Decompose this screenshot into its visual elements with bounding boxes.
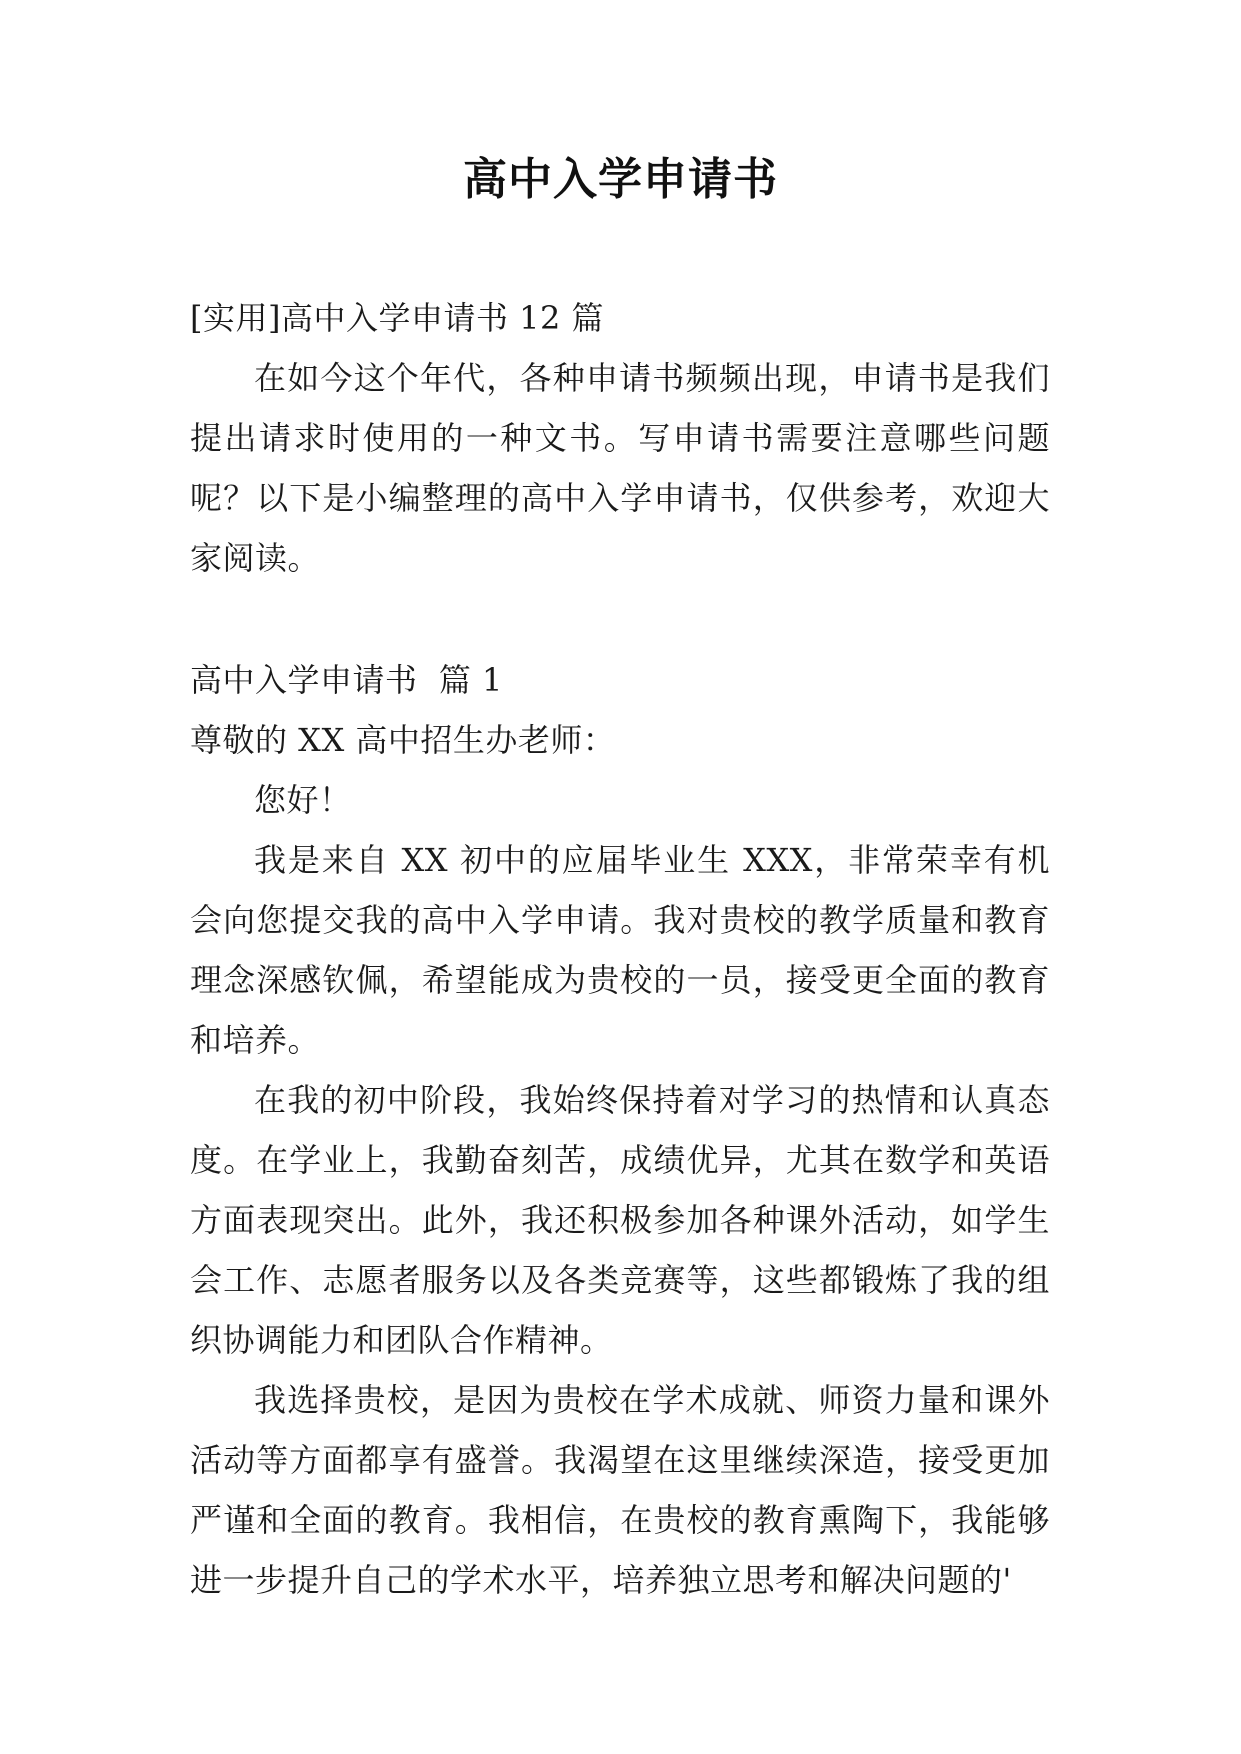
body-paragraph: 我是来自 XX 初中的应届毕业生 XXX，非常荣幸有机会向您提交我的高中入学申请。我对贵校的教学质量和教育理念深感钦佩，希望能成为贵校的一员，接受更全面的教育和培养。: [190, 841, 1050, 1059]
document-body: [190, 288, 1050, 1610]
greeting: 您好！: [254, 781, 352, 819]
section-spacer: [190, 588, 1050, 650]
intro-paragraph: 在如今这个年代，各种申请书频频出现，申请书是我们提出请求时使用的一种文书。写申请书需要注意哪些问题呢？以下是小编整理的高中入学申请书，仅供参考，欢迎大家阅读。: [190, 359, 1050, 577]
salutation: 尊敬的 XX 高中招生办老师：: [190, 721, 616, 759]
section-heading: 高中入学申请书 篇 1: [190, 661, 503, 699]
body-paragraph: 在我的初中阶段，我始终保持着对学习的热情和认真态度。在学业上，我勤奋刻苦，成绩优异，尤其在数学和英语方面表现突出。此外，我还积极参加各种课外活动，如学生会工作、志愿者服务以及各类竞赛等，这些都锻炼了我的组织协调能力和团队合作精神。: [190, 1081, 1050, 1359]
body-paragraph: 我选择贵校，是因为贵校在学术成就、师资力量和课外活动等方面都享有盛誉。我渴望在这里继续深造，接受更加严谨和全面的教育。我相信，在贵校的教育熏陶下，我能够进一步提升自己的学术水平，培养独立思考和解决问题的': [190, 1381, 1050, 1599]
document-subtitle: [实用]高中入学申请书 12 篇: [190, 299, 605, 337]
document-title: 高中入学申请书: [463, 154, 778, 205]
